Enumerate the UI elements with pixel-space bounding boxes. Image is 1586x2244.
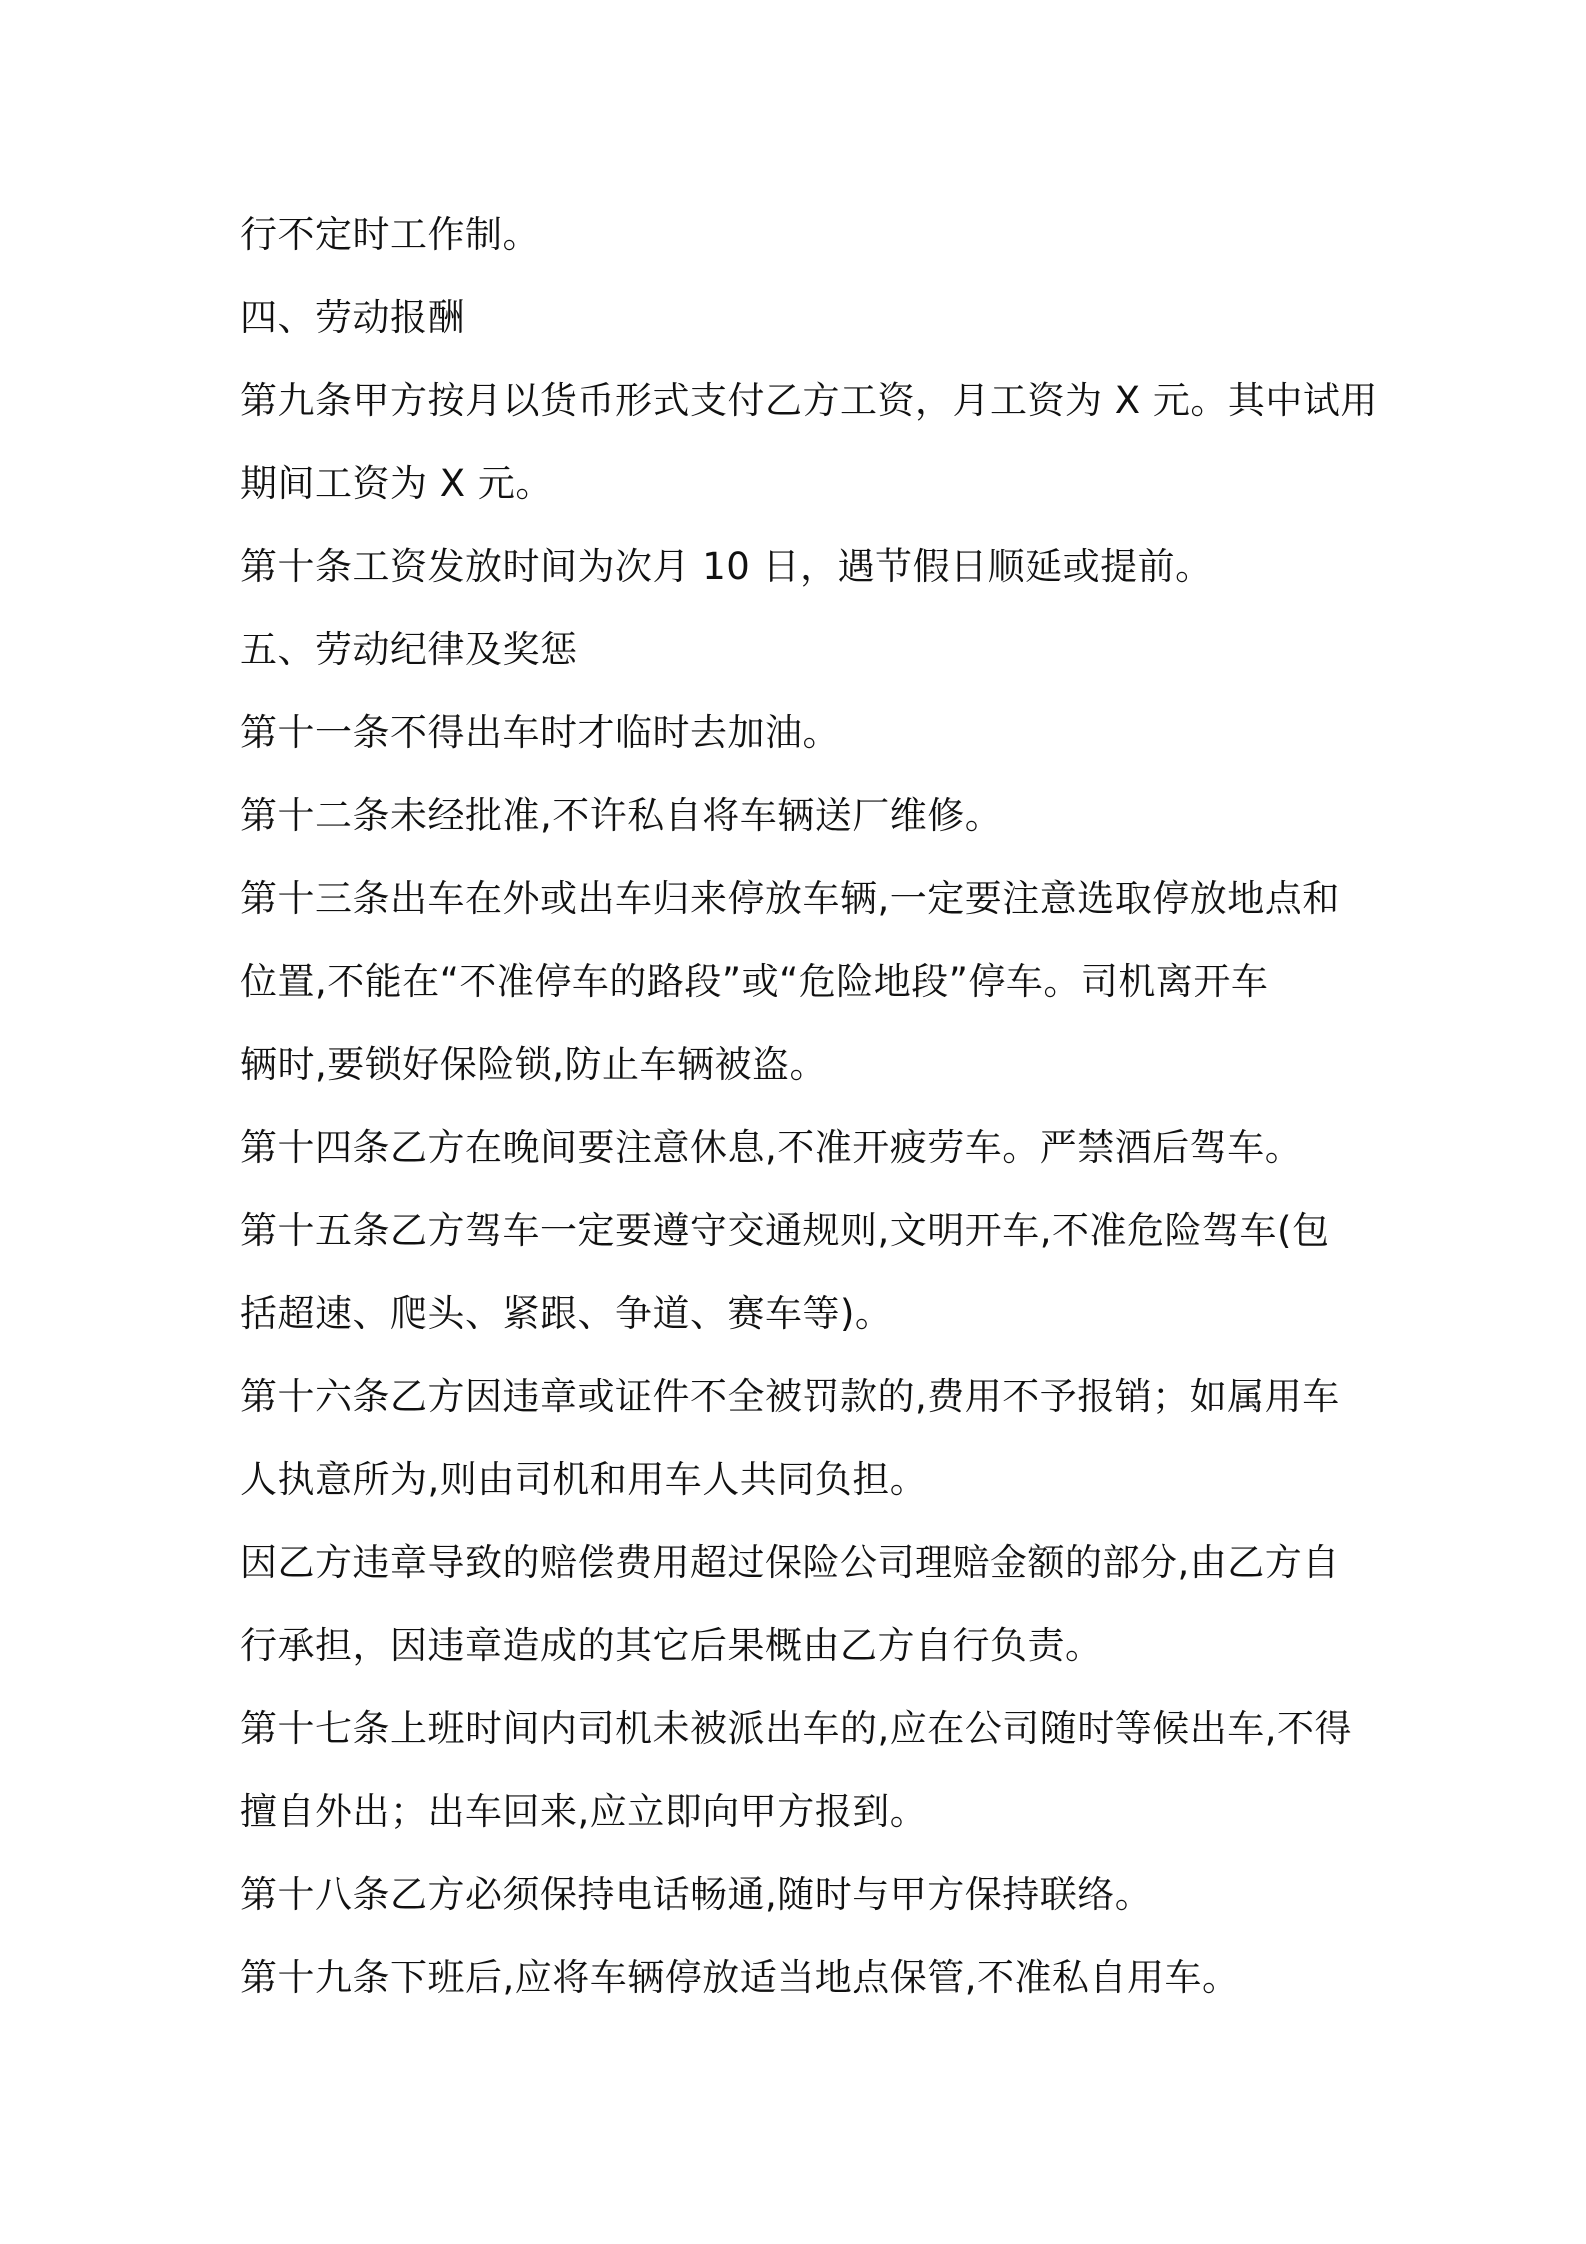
text-line: 辆时,要锁好保险锁,防止车辆被盗。 <box>240 1043 828 1086</box>
section-heading: 五、劳动纪律及奖惩 <box>240 628 578 671</box>
text-line: 第九条甲方按月以货币形式支付乙方工资，月工资为 X 元。其中试用 <box>240 379 1378 422</box>
text-line: 第十六条乙方因违章或证件不全被罚款的,费用不予报销；如属用车 <box>240 1375 1340 1418</box>
text-line: 第十七条上班时间内司机未被派出车的,应在公司随时等候出车,不得 <box>240 1707 1353 1750</box>
text-line: 第十三条出车在外或出车归来停放车辆,一定要注意选取停放地点和 <box>240 877 1340 920</box>
text-line: 第十二条未经批准,不许私自将车辆送厂维修。 <box>240 794 1003 837</box>
section-heading: 四、劳动报酬 <box>240 296 465 339</box>
text-line: 行承担，因违章造成的其它后果概由乙方自行负责。 <box>240 1624 1103 1667</box>
document-body <box>240 193 1380 2019</box>
text-line: 第十八条乙方必须保持电话畅通,随时与甲方保持联络。 <box>240 1873 1153 1916</box>
text-line: 行不定时工作制。 <box>240 213 540 256</box>
text-line: 第十九条下班后,应将车辆停放适当地点保管,不准私自用车。 <box>240 1956 1240 1999</box>
text-line: 擅自外出；出车回来,应立即向甲方报到。 <box>240 1790 928 1833</box>
text-line: 期间工资为 X 元。 <box>240 462 553 505</box>
text-line: 第十五条乙方驾车一定要遵守交通规则,文明开车,不准危险驾车(包 <box>240 1209 1330 1252</box>
text-line: 第十一条不得出车时才临时去加油。 <box>240 711 840 754</box>
text-line: 因乙方违章导致的赔偿费用超过保险公司理赔金额的部分,由乙方自 <box>240 1541 1340 1584</box>
text-line: 第十条工资发放时间为次月 10 日，遇节假日顺延或提前。 <box>240 545 1213 588</box>
text-line: 位置,不能在“不准停车的路段”或“危险地段”停车。司机离开车 <box>240 960 1269 1003</box>
text-line: 人执意所为,则由司机和用车人共同负担。 <box>240 1458 928 1501</box>
text-line: 第十四条乙方在晚间要注意休息,不准开疲劳车。严禁酒后驾车。 <box>240 1126 1303 1169</box>
text-line: 括超速、爬头、紧跟、争道、赛车等)。 <box>240 1292 893 1335</box>
